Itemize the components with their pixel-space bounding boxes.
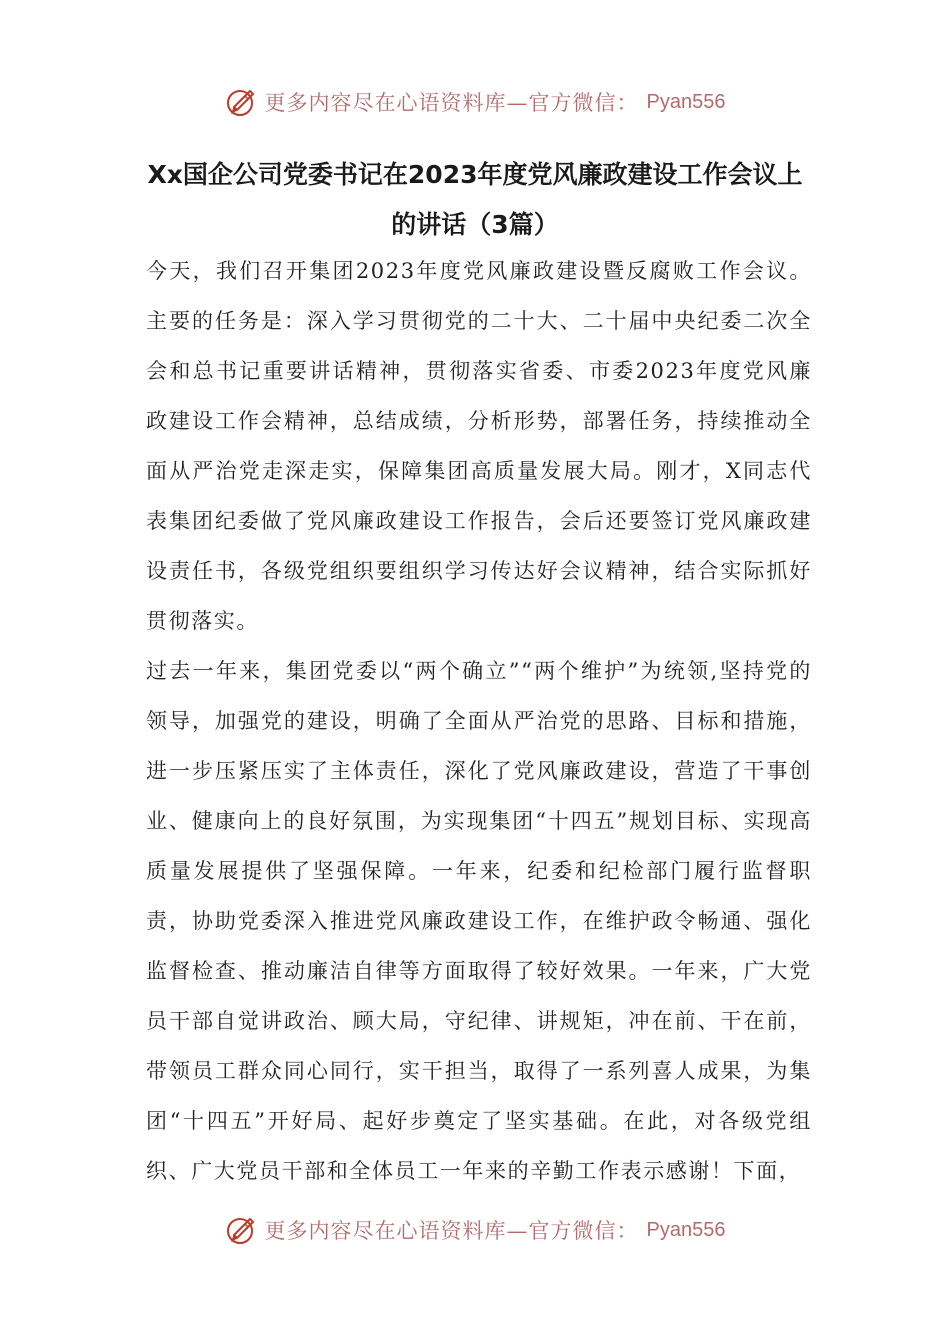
title-line-2: 的讲话（3篇） [391, 210, 559, 239]
footer-banner [0, 1210, 950, 1250]
document-body [146, 246, 812, 1196]
pen-nib-logo-icon [225, 1213, 259, 1247]
banner-wechat-id: Pyan556 [646, 1218, 726, 1241]
pen-nib-logo-icon [225, 85, 259, 119]
banner-text: 更多内容尽在心语资料库—官方微信： [264, 91, 639, 115]
paragraph: 过去一年来，集团党委以“两个确立”“两个维护”为统领,坚持党的领导，加强党的建设，明确了全面从严治党的思路、目标和措施，进一步压紧压实了主体责任，深化了党风廉政建设，营造了干事创业、健康向上的良好氛围，为实现集团“十四五”规划目标、实现高质量发展提供了坚强保障。一年来，纪委和纪检部门履行监督职责，协助党委深入推进党风廉政建设工作，在维护政令畅通、强化监督检查、推动廉洁自律等方面取得了较好效果。一年来，广大党员干部自觉讲政治、顾大局，守纪律、讲规矩，冲在前、干在前，带领员工群众同心同行，实干担当，取得了一系列喜人成果，为集团“十四五”开好局、起好步奠定了坚实基础。在此，对各级党组织、广大党员干部和全体员工一年来的辛勤工作表示感谢！下面， [146, 659, 812, 1183]
banner-wechat-id: Pyan556 [646, 90, 726, 113]
title-line-1: Xx国企公司党委书记在2023年度党风廉政建设工作会议上 [147, 160, 803, 189]
paragraph: 今天，我们召开集团2023年度党风廉政建设暨反腐败工作会议。主要的任务是：深入学习贯彻党的二十大、二十届中央纪委二次全会和总书记重要讲话精神，贯彻落实省委、市委2023年度党风廉政建设工作会精神，总结成绩，分析形势，部署任务，持续推动全面从严治党走深走实，保障集团高质量发展大局。刚才，X同志代表集团纪委做了党风廉政建设工作报告，会后还要签订党风廉政建设责任书，各级党组织要组织学习传达好会议精神，结合实际抓好贯彻落实。 [146, 259, 812, 633]
document-title [120, 150, 830, 250]
banner-text: 更多内容尽在心语资料库—官方微信： [264, 1219, 639, 1243]
header-banner [0, 82, 950, 122]
